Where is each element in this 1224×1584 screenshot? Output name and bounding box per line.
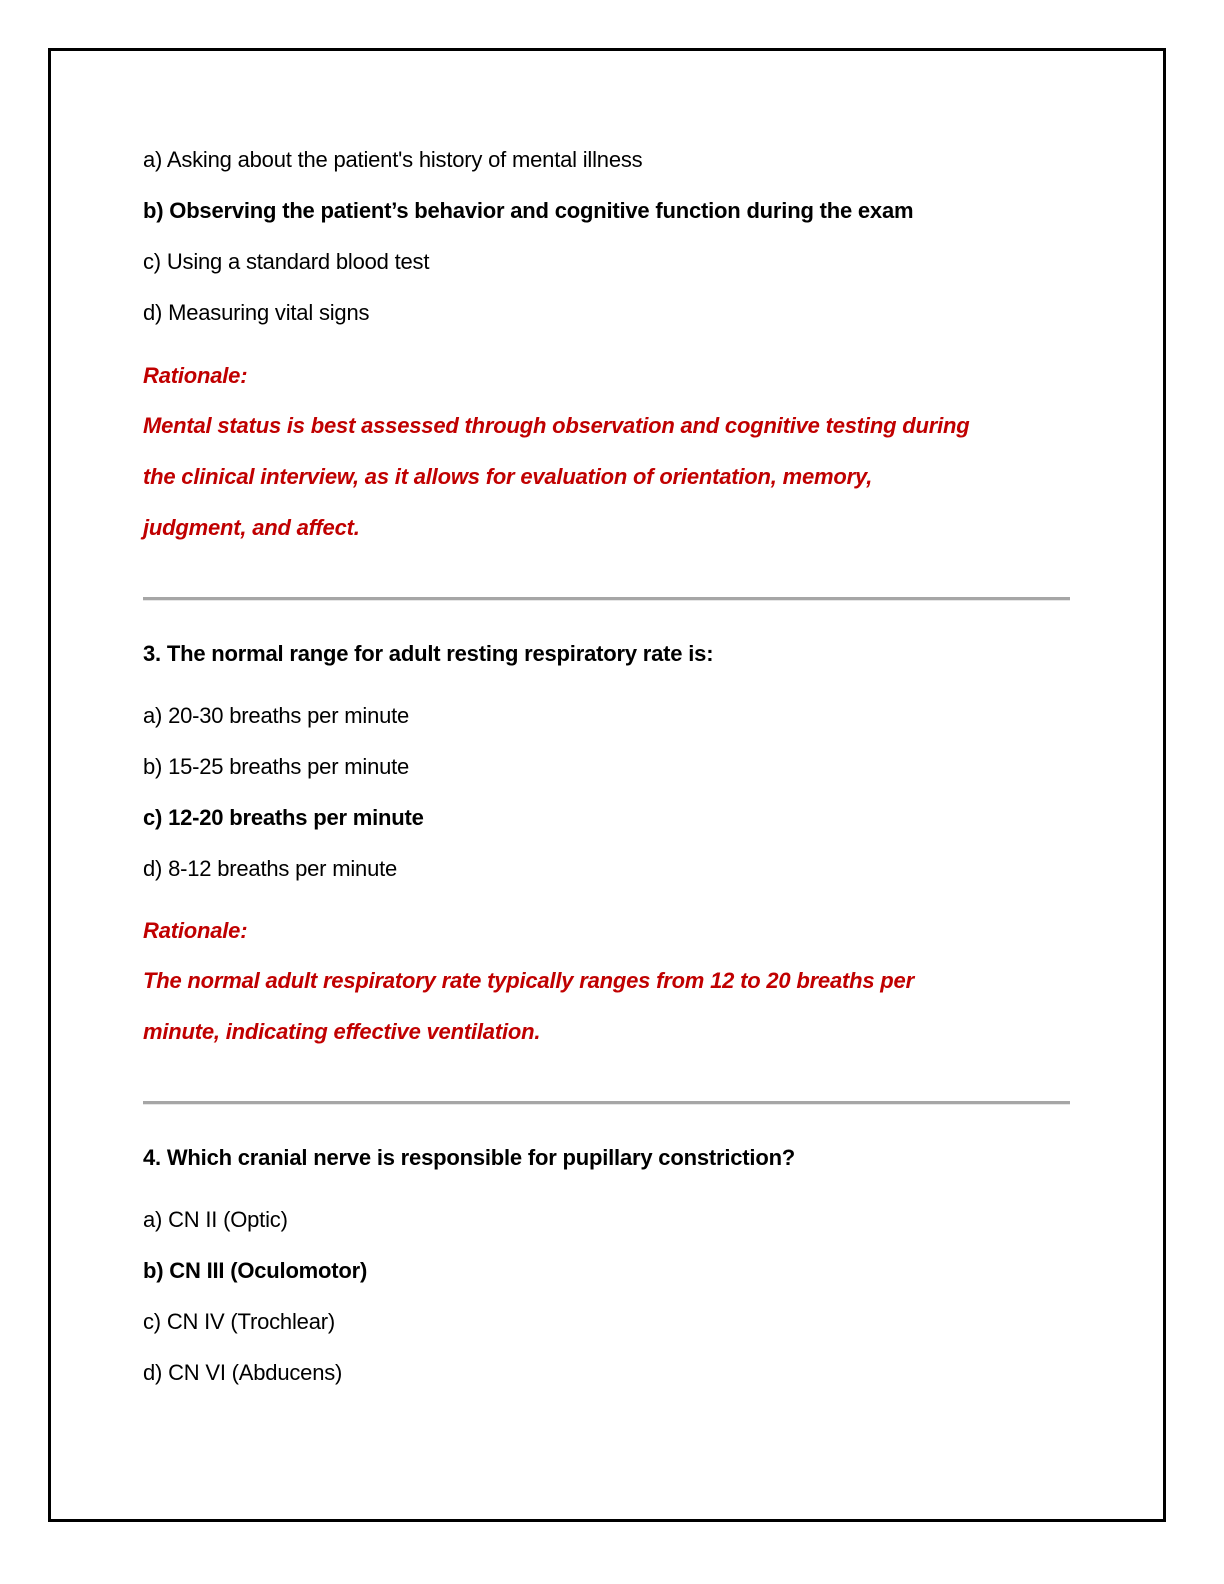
q4-option-d: d) CN VI (Abducens) <box>143 1360 343 1385</box>
q3-rationale-line-2: minute, indicating effective ventilation. <box>143 1019 541 1044</box>
q2-rationale-line-3: judgment, and affect. <box>143 515 360 540</box>
q4-option-c: c) CN IV (Trochlear) <box>143 1309 335 1334</box>
section-divider <box>143 597 1070 601</box>
q2-rationale-line-1: Mental status is best assessed through observation and cognitive testing during <box>143 413 970 438</box>
q4-option-a: a) CN II (Optic) <box>143 1207 288 1232</box>
q2-rationale-label: Rationale: <box>143 363 248 388</box>
q3-title: 3. The normal range for adult resting respiratory rate is: <box>143 641 714 666</box>
q3-rationale-label: Rationale: <box>143 918 248 943</box>
section-divider <box>143 1101 1070 1105</box>
q3-option-c-correct: c) 12-20 breaths per minute <box>143 805 424 830</box>
q2-option-b-correct: b) Observing the patient’s behavior and cognitive function during the exam <box>143 198 914 223</box>
q3-option-b: b) 15-25 breaths per minute <box>143 754 410 779</box>
q3-option-d: d) 8-12 breaths per minute <box>143 856 398 881</box>
q2-option-d: d) Measuring vital signs <box>143 300 370 325</box>
q2-rationale-line-2: the clinical interview, as it allows for evaluation of orientation, memory, <box>143 464 873 489</box>
q3-option-a: a) 20-30 breaths per minute <box>143 703 410 728</box>
q3-rationale-line-1: The normal adult respiratory rate typically ranges from 12 to 20 breaths per <box>143 968 914 993</box>
q2-option-c: c) Using a standard blood test <box>143 249 430 274</box>
q2-option-a: a) Asking about the patient's history of mental illness <box>143 147 643 172</box>
q4-option-b-correct: b) CN III (Oculomotor) <box>143 1258 368 1283</box>
q4-title: 4. Which cranial nerve is responsible for pupillary constriction? <box>143 1145 796 1170</box>
